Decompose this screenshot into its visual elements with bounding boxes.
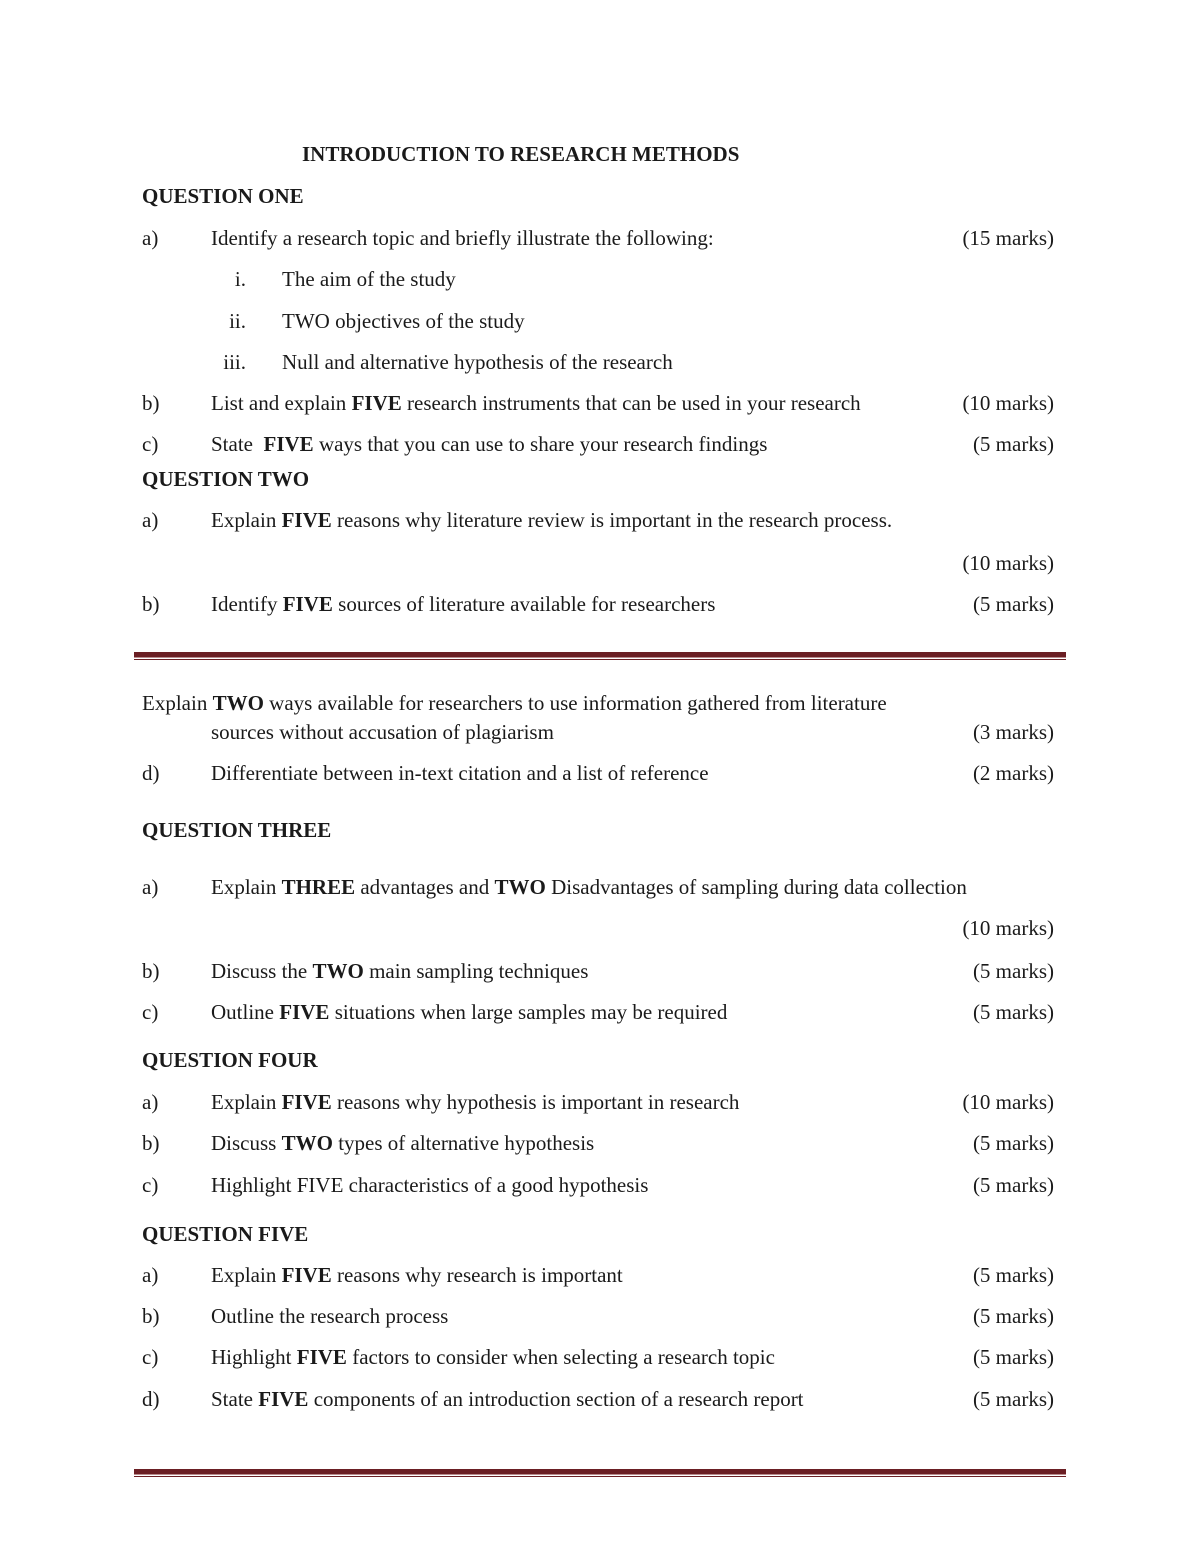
q1-c-label: c) bbox=[142, 432, 159, 456]
question-five-heading: QUESTION FIVE bbox=[142, 1222, 309, 1246]
question-one-heading: QUESTION ONE bbox=[142, 184, 304, 208]
q5-a-text: Explain FIVE reasons why research is important bbox=[211, 1263, 623, 1287]
q2-c-text-line2: sources without accusation of plagiarism bbox=[211, 720, 554, 744]
page-divider bbox=[134, 652, 1066, 658]
question-three-heading: QUESTION THREE bbox=[142, 818, 332, 842]
q3-b-label: b) bbox=[142, 959, 160, 983]
q2-a-text: Explain FIVE reasons why literature review is important in the research process. bbox=[211, 508, 893, 532]
q2-d-label: d) bbox=[142, 761, 160, 785]
q4-a-label: a) bbox=[142, 1090, 159, 1114]
q2-b-text: Identify FIVE sources of literature available for researchers bbox=[211, 592, 716, 616]
q2-c-text: Explain TWO ways available for researchers to use information gathered from literature bbox=[142, 691, 887, 715]
q1-c-marks: (5 marks) bbox=[972, 432, 1054, 456]
q1-b-label: b) bbox=[142, 391, 160, 415]
q5-a-label: a) bbox=[142, 1263, 159, 1287]
q5-b-label: b) bbox=[142, 1304, 160, 1328]
q3-a-text: Explain THREE advantages and TWO Disadvantages of sampling during data collection bbox=[211, 875, 967, 899]
q5-c-text: Highlight FIVE factors to consider when selecting a research topic bbox=[211, 1345, 775, 1369]
q4-b-marks: (5 marks) bbox=[972, 1131, 1054, 1155]
q3-c-marks: (5 marks) bbox=[972, 1000, 1054, 1024]
q2-c-marks: (3 marks) bbox=[972, 720, 1054, 744]
q1-b-marks: (10 marks) bbox=[962, 391, 1054, 415]
question-two-heading: QUESTION TWO bbox=[142, 467, 310, 491]
q3-a-marks: (10 marks) bbox=[962, 916, 1054, 940]
q1-a-label: a) bbox=[142, 226, 159, 250]
q5-a-marks: (5 marks) bbox=[972, 1263, 1054, 1287]
q3-a-label: a) bbox=[142, 875, 159, 899]
q1-a-sub2-num: ii. bbox=[229, 309, 246, 333]
q1-b-text: List and explain FIVE research instruments that can be used in your research bbox=[211, 391, 861, 415]
q5-d-marks: (5 marks) bbox=[972, 1387, 1054, 1411]
q5-b-text: Outline the research process bbox=[211, 1304, 449, 1328]
q1-a-sub1-num: i. bbox=[234, 267, 246, 291]
q1-a-sub2-text: TWO objectives of the study bbox=[282, 309, 525, 333]
q4-a-text: Explain FIVE reasons why hypothesis is important in research bbox=[211, 1090, 740, 1114]
page-title: INTRODUCTION TO RESEARCH METHODS bbox=[302, 142, 740, 166]
q1-c-text: State FIVE ways that you can use to share your research findings bbox=[211, 432, 768, 456]
q1-a-sub3-text: Null and alternative hypothesis of the research bbox=[282, 350, 673, 374]
q5-d-text: State FIVE components of an introduction section of a research report bbox=[211, 1387, 804, 1411]
q2-b-label: b) bbox=[142, 592, 160, 616]
q2-a-label: a) bbox=[142, 508, 159, 532]
question-four-heading: QUESTION FOUR bbox=[142, 1048, 318, 1072]
q4-b-text: Discuss TWO types of alternative hypothesis bbox=[211, 1131, 595, 1155]
q2-b-marks: (5 marks) bbox=[972, 592, 1054, 616]
q2-a-marks: (10 marks) bbox=[962, 551, 1054, 575]
q4-c-marks: (5 marks) bbox=[972, 1173, 1054, 1197]
q1-a-sub3-num: iii. bbox=[223, 350, 246, 374]
q5-d-label: d) bbox=[142, 1387, 160, 1411]
q3-c-text: Outline FIVE situations when large samples may be required bbox=[211, 1000, 728, 1024]
q1-a-marks: (15 marks) bbox=[962, 226, 1054, 250]
q1-a-sub1-text: The aim of the study bbox=[282, 267, 456, 291]
q3-c-label: c) bbox=[142, 1000, 159, 1024]
q5-c-label: c) bbox=[142, 1345, 159, 1369]
q3-b-text: Discuss the TWO main sampling techniques bbox=[211, 959, 589, 983]
q4-b-label: b) bbox=[142, 1131, 160, 1155]
q5-c-marks: (5 marks) bbox=[972, 1345, 1054, 1369]
q4-a-marks: (10 marks) bbox=[962, 1090, 1054, 1114]
footer-divider bbox=[134, 1469, 1066, 1475]
q5-b-marks: (5 marks) bbox=[972, 1304, 1054, 1328]
q4-c-label: c) bbox=[142, 1173, 159, 1197]
q1-a-text: Identify a research topic and briefly illustrate the following: bbox=[211, 226, 714, 250]
q4-c-text: Highlight FIVE characteristics of a good hypothesis bbox=[211, 1173, 649, 1197]
q2-d-marks: (2 marks) bbox=[972, 761, 1054, 785]
q3-b-marks: (5 marks) bbox=[972, 959, 1054, 983]
q2-d-text: Differentiate between in-text citation and a list of reference bbox=[211, 761, 709, 785]
